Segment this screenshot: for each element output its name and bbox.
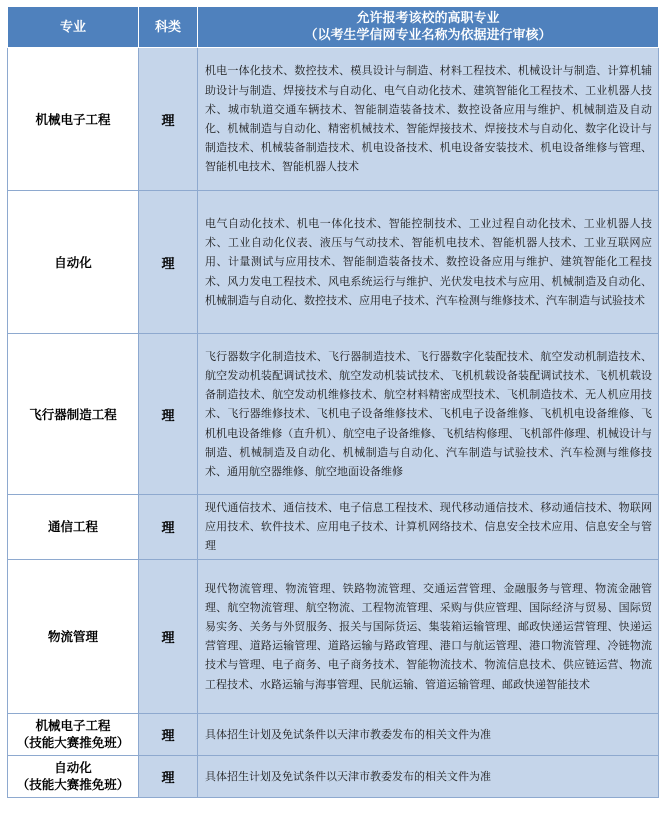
subject-category: 理: [139, 191, 198, 334]
major-name: 飞行器制造工程: [8, 334, 139, 495]
major-name-line1: 自动化: [54, 760, 92, 776]
major-name: 物流管理: [8, 559, 139, 713]
table-row: [8, 713, 659, 755]
major-name-line2: （技能大赛推免班）: [16, 777, 130, 793]
allowed-majors: 飞行器数字化制造技术、飞行器制造技术、飞行器数字化装配技术、航空发动机制造技术、航空发动机装配调试技术、航空发动机装试技术、飞机机载设备装配调试技术、飞机机载设备制造技术、航空发动机维修技术、航空材料精密成型技术、飞机制造技术、无人机应用技术、飞行器维修技术、飞机电子设备维修技术、飞机电子设备维修、飞机机电设备维修、飞机机电设备维修（直升机）、航空电子设备维修、飞机结构修理、飞机部件修理、机械设计与制造、机械制造及自动化、机械制造与自动化、汽车制造与试验技术、汽车检测与维修技术、通用航空器维修、航空地面设备维修: [198, 334, 659, 495]
major-name-line2: （技能大赛推免班）: [16, 735, 130, 751]
admission-majors-table: [7, 6, 659, 798]
table-row: [8, 334, 659, 495]
subject-category: 理: [139, 755, 198, 797]
table-row: [8, 755, 659, 797]
allowed-majors: 具体招生计划及免试条件以天津市教委发布的相关文件为准: [198, 713, 659, 755]
table-row: [8, 48, 659, 191]
allowed-majors: 机电一体化技术、数控技术、模具设计与制造、材料工程技术、机械设计与制造、计算机辅助设计与制造、焊接技术与自动化、电气自动化技术、建筑智能化工程技术、工业机器人技术、城市轨道交通车辆技术、智能制造装备技术、数控设备应用与维护、机械制造及自动化、机械制造与自动化、精密机械技术、智能焊接技术、焊接技术与自动化、数字化设计与制造技术、机械装备制造技术、机电设备技术、机电设备安装技术、机电设备维修与管理、智能机电技术、智能机器人技术: [198, 48, 659, 191]
header-subject: 科类: [139, 7, 198, 48]
admission-table-container: [7, 6, 658, 798]
table-row: [8, 495, 659, 560]
subject-category: 理: [139, 334, 198, 495]
subject-category: 理: [139, 713, 198, 755]
major-name: [8, 755, 139, 797]
major-name: [8, 713, 139, 755]
allowed-majors: 具体招生计划及免试条件以天津市教委发布的相关文件为准: [198, 755, 659, 797]
header-major: 专业: [8, 7, 139, 48]
major-name: 机械电子工程: [8, 48, 139, 191]
major-name: 通信工程: [8, 495, 139, 560]
table-row: [8, 559, 659, 713]
major-name: 自动化: [8, 191, 139, 334]
subject-category: 理: [139, 48, 198, 191]
table-row: [8, 191, 659, 334]
allowed-majors: 现代通信技术、通信技术、电子信息工程技术、现代移动通信技术、移动通信技术、物联网应用技术、软件技术、应用电子技术、计算机网络技术、信息安全技术应用、信息安全与管理: [198, 495, 659, 560]
header-allowed-title: 允许报考该校的高职专业: [356, 11, 500, 26]
header-allowed-note: （以考生学信网专业名称为依据进行审核）: [304, 28, 552, 43]
allowed-majors: 电气自动化技术、机电一体化技术、智能控制技术、工业过程自动化技术、工业机器人技术、工业自动化仪表、液压与气动技术、智能机电技术、智能机器人技术、工业互联网应用、计量测试与应用技术、智能制造装备技术、数控设备应用与维护、建筑智能化工程技术、风力发电工程技术、风电系统运行与维护、光伏发电技术与应用、机械制造及自动化、机械制造与自动化、数控技术、应用电子技术、汽车检测与维修技术、汽车制造与试验技术: [198, 191, 659, 334]
major-name-line1: 机械电子工程: [35, 718, 111, 734]
subject-category: 理: [139, 495, 198, 560]
table-header-row: [8, 7, 659, 48]
subject-category: 理: [139, 559, 198, 713]
header-allowed-majors: [198, 7, 659, 48]
allowed-majors: 现代物流管理、物流管理、铁路物流管理、交通运营管理、金融服务与管理、物流金融管理、航空物流管理、航空物流、工程物流管理、采购与供应管理、国际经济与贸易、国际贸易实务、关务与外贸服务、报关与国际货运、集装箱运输管理、邮政快递运营管理、快递运营管理、道路运输管理、道路运输与路政管理、港口与航运管理、港口物流管理、冷链物流技术与管理、电子商务、电子商务技术、智能物流技术、物流信息技术、供应链运营、物流工程技术、水路运输与海事管理、民航运输、管道运输管理、邮政快递智能技术: [198, 559, 659, 713]
